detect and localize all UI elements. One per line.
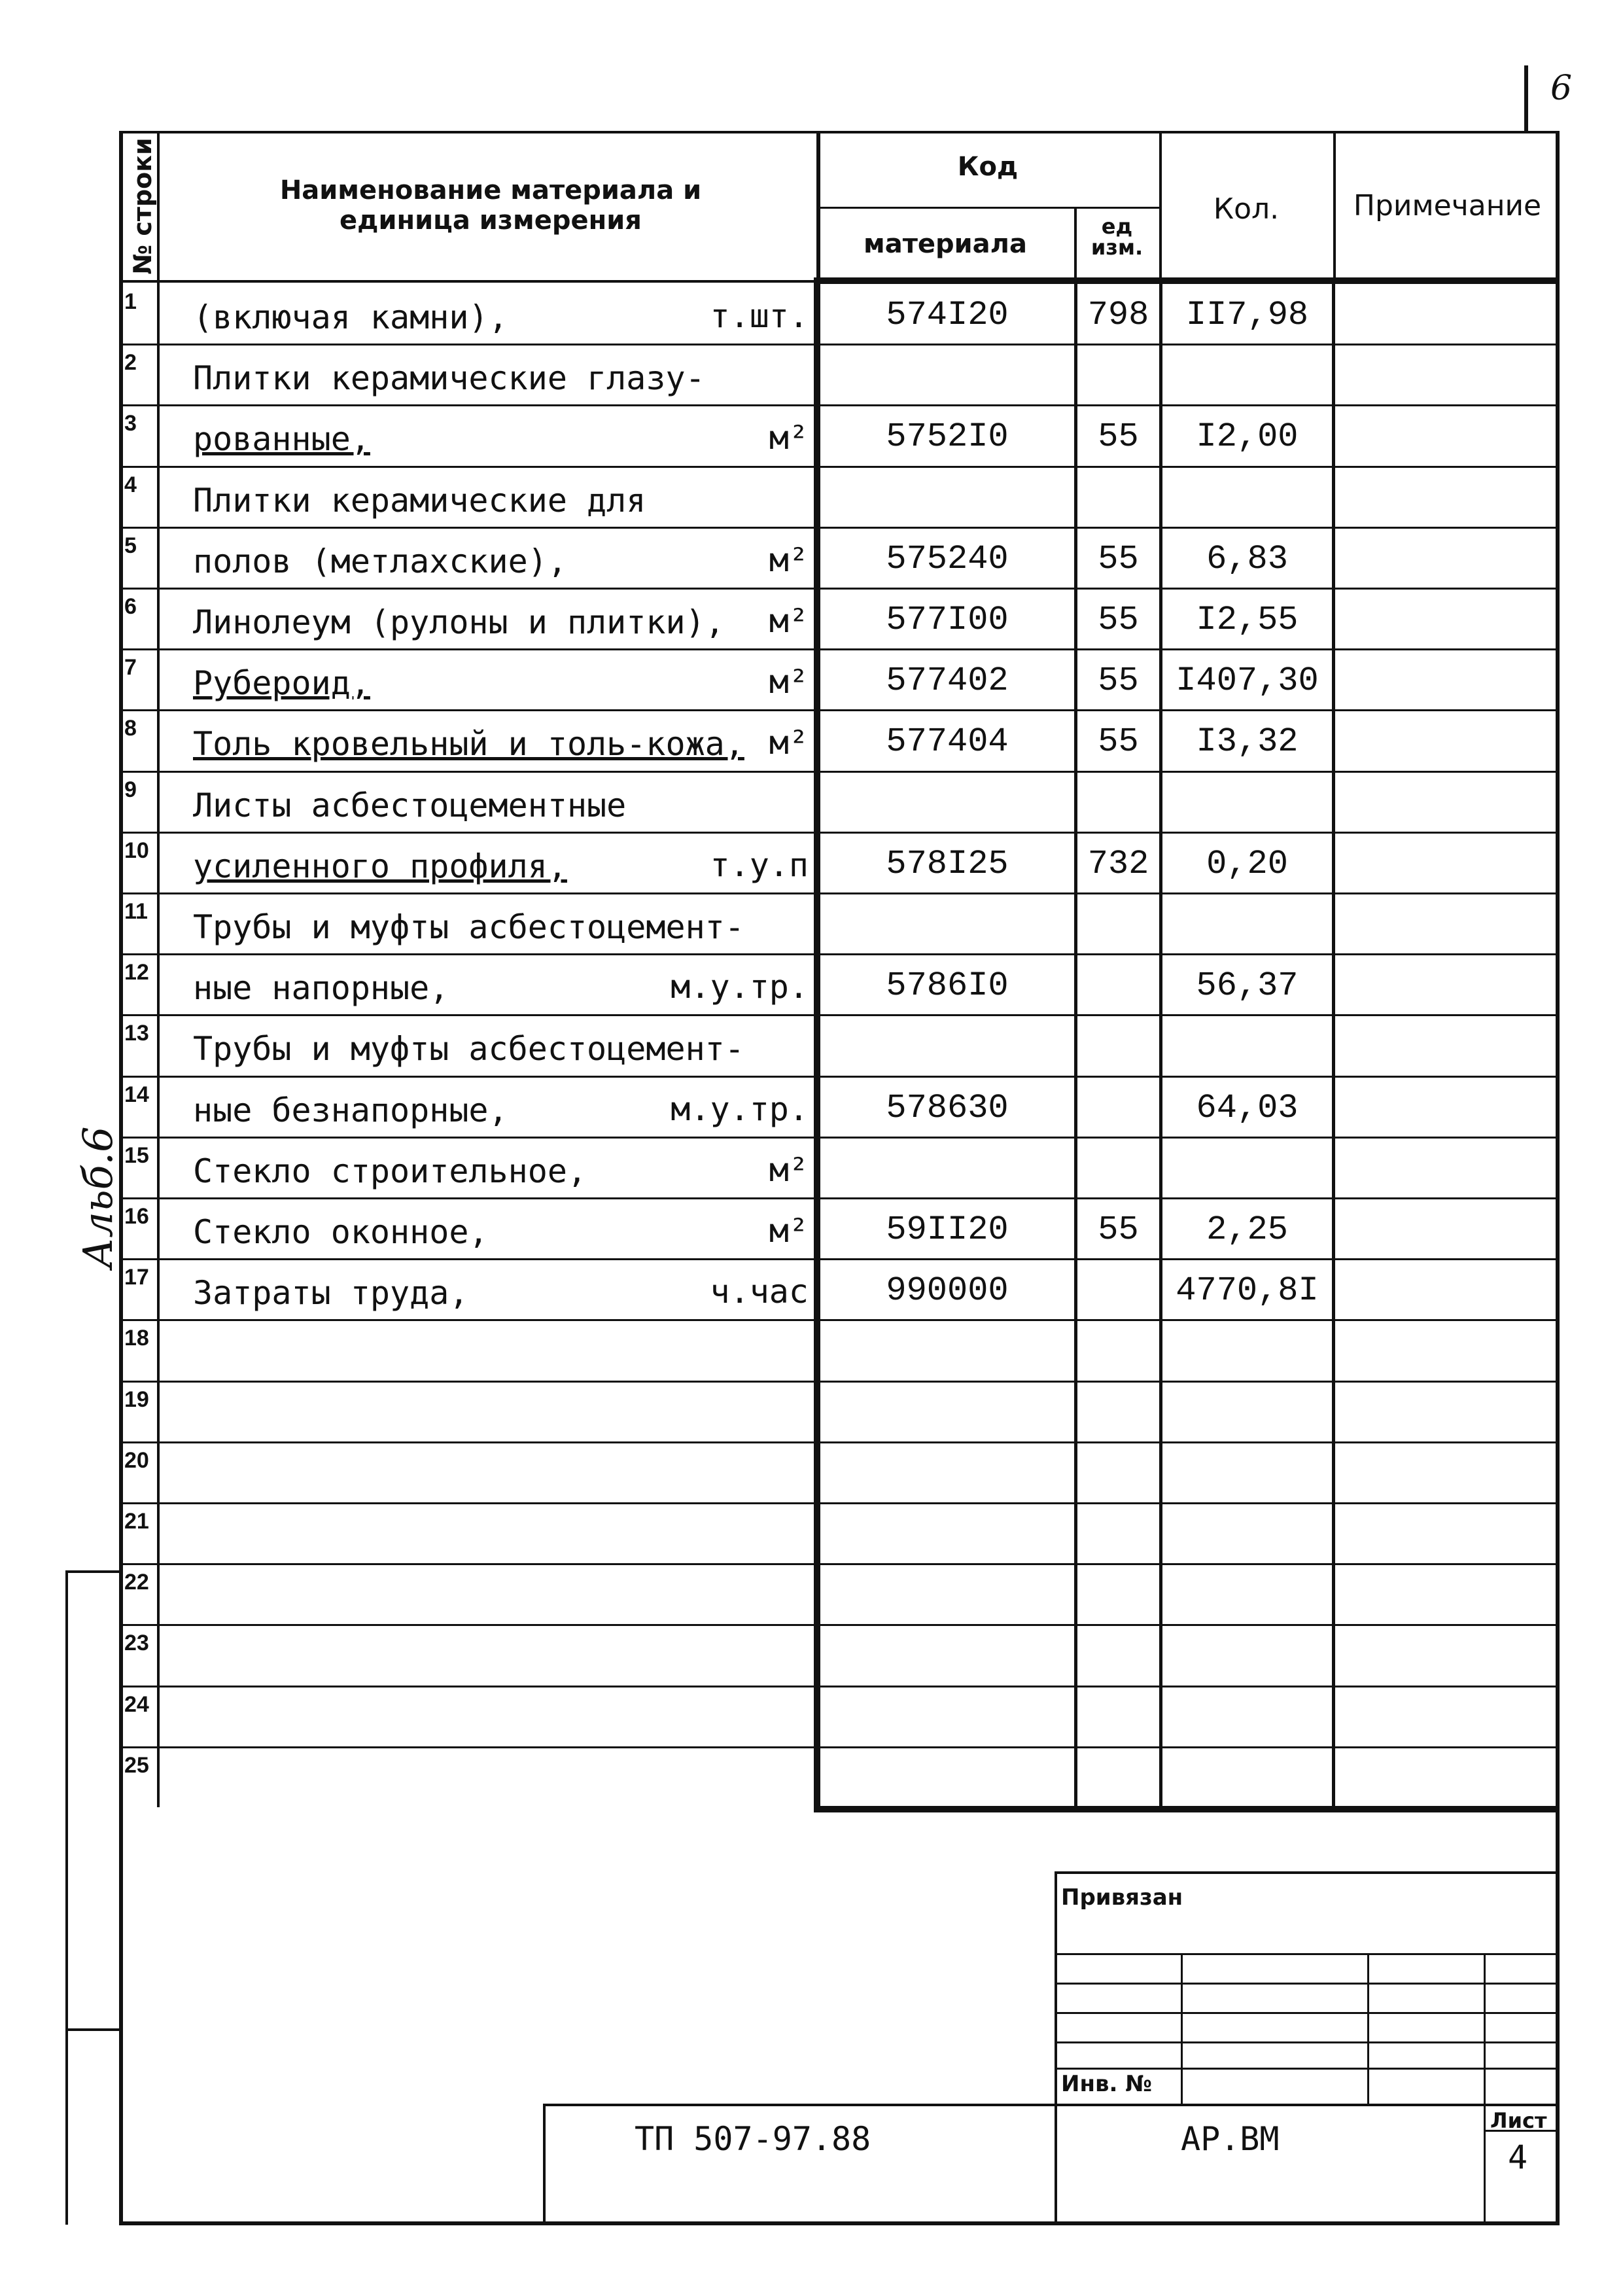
margin-strip xyxy=(65,1570,68,2225)
document-code: ТП 507-97.88 xyxy=(635,2120,871,2158)
header-material-name: Наименование материала и единица измерения xyxy=(279,175,702,236)
material-code: 575240 xyxy=(886,539,1009,578)
quantity: 4770,8I xyxy=(1176,1271,1319,1311)
row-number: 9 xyxy=(124,777,137,802)
row-number: 3 xyxy=(124,411,137,436)
thick-box-top xyxy=(816,277,1560,284)
header-code: Код xyxy=(957,152,1019,182)
material-code: 990000 xyxy=(886,1271,1009,1311)
header-quantity: Кол. xyxy=(1213,192,1280,226)
row-number: 24 xyxy=(124,1691,149,1717)
quantity: 0,20 xyxy=(1206,844,1288,883)
unit-code: 55 xyxy=(1098,417,1139,457)
row-number: 15 xyxy=(124,1142,149,1168)
material-code: 574I20 xyxy=(886,296,1009,334)
quantity: I2,55 xyxy=(1196,601,1299,639)
material-name: ные напорные, xyxy=(193,969,449,1008)
material-code: 59II20 xyxy=(886,1210,1009,1249)
row-rule xyxy=(120,344,1557,345)
frame-top xyxy=(119,131,1558,133)
material-code: 5752I0 xyxy=(886,417,1009,457)
header-note: Примечание xyxy=(1353,189,1542,222)
stamp-col xyxy=(1181,1953,1183,2104)
row-rule xyxy=(120,771,1557,773)
unit-of-measure: м.у.тр. xyxy=(671,968,809,1006)
unit-of-measure: м² xyxy=(769,1150,809,1189)
material-name: (включая камни), xyxy=(193,298,508,336)
unit-of-measure: м² xyxy=(769,602,809,640)
page-number: 6 xyxy=(1550,69,1573,108)
unit-code: 732 xyxy=(1087,844,1149,883)
row-rule xyxy=(120,1746,1557,1748)
header-row-number: № строки xyxy=(128,137,157,275)
stamp-inventory-label: Инв. № xyxy=(1061,2071,1153,2097)
row-number: 25 xyxy=(124,1752,149,1778)
material-name: полов (метлахские), xyxy=(193,542,567,580)
quantity: I407,30 xyxy=(1176,662,1319,701)
stamp-main-left xyxy=(543,2104,546,2225)
row-number: 22 xyxy=(124,1570,149,1595)
material-code: 577I00 xyxy=(886,601,1009,639)
row-rule xyxy=(120,1563,1557,1565)
material-code: 577404 xyxy=(886,722,1009,762)
unit-code: 798 xyxy=(1087,296,1149,334)
unit-of-measure: т.у.п xyxy=(710,845,809,884)
header-code-rule xyxy=(820,207,1161,209)
stamp-col xyxy=(1367,1953,1369,2104)
stamp-left xyxy=(1055,1871,1057,2225)
row-rule xyxy=(120,1624,1557,1626)
thick-box-bottom xyxy=(814,1806,1560,1812)
unit-code: 55 xyxy=(1098,1210,1139,1249)
frame-right xyxy=(1556,131,1560,2225)
material-name: Рубероид, xyxy=(193,664,370,703)
row-number: 7 xyxy=(124,655,137,680)
row-number: 6 xyxy=(124,594,137,619)
quantity: 64,03 xyxy=(1196,1088,1299,1127)
row-number: 11 xyxy=(124,899,148,924)
quantity: I2,00 xyxy=(1196,417,1299,457)
row-number: 8 xyxy=(124,716,137,741)
row-rule xyxy=(120,832,1557,834)
stamp-rule xyxy=(1055,2041,1557,2043)
row-number: 16 xyxy=(124,1204,149,1229)
row-rule xyxy=(120,953,1557,955)
unit-code: 55 xyxy=(1098,601,1139,639)
row-number: 5 xyxy=(124,533,137,558)
unit-of-measure: ч.час xyxy=(710,1273,809,1311)
material-name: рованные, xyxy=(193,420,370,459)
stamp-rule xyxy=(1055,2068,1557,2070)
row-rule xyxy=(120,709,1557,711)
row-number: 20 xyxy=(124,1447,149,1473)
row-number: 13 xyxy=(124,1021,149,1046)
stamp-linked-label: Привязан xyxy=(1061,1884,1183,1911)
unit-code: 55 xyxy=(1098,722,1139,762)
material-name: Плитки керамические глазу- xyxy=(193,359,705,398)
material-name: Затраты труда, xyxy=(193,1274,469,1313)
row-number: 12 xyxy=(124,960,149,985)
row-rule xyxy=(120,588,1557,590)
sheet-number: 4 xyxy=(1508,2138,1528,2176)
stamp-top xyxy=(1055,1871,1557,1874)
unit-of-measure: м² xyxy=(769,540,809,579)
row-number: 10 xyxy=(124,838,149,863)
row-rule xyxy=(120,892,1557,894)
material-code: 5786I0 xyxy=(886,966,1009,1006)
row-number: 2 xyxy=(124,350,137,376)
unit-code: 55 xyxy=(1098,539,1139,578)
material-name: Толь кровельный и толь-кожа, xyxy=(193,725,744,764)
row-rule xyxy=(120,404,1557,406)
row-rule xyxy=(120,1137,1557,1139)
rownum-divider xyxy=(157,131,160,1807)
quantity: 56,37 xyxy=(1196,966,1299,1006)
stamp-main-top xyxy=(543,2104,1557,2106)
quantity: 2,25 xyxy=(1206,1210,1288,1249)
material-name: Плитки керамические для xyxy=(193,481,646,520)
material-name: Трубы и муфты асбестоцемент- xyxy=(193,1030,744,1069)
row-rule xyxy=(120,648,1557,650)
row-rule xyxy=(120,1258,1557,1260)
stamp-rule xyxy=(1055,2012,1557,2014)
material-name: Линолеум (рулоны и плитки), xyxy=(193,603,725,641)
row-rule xyxy=(120,527,1557,529)
unit-of-measure: м² xyxy=(769,419,809,457)
material-name: Стекло строительное, xyxy=(193,1152,587,1190)
quantity: 6,83 xyxy=(1206,539,1288,578)
row-number: 1 xyxy=(124,289,137,314)
sheet-label: Лист xyxy=(1490,2108,1547,2133)
frame-bottom xyxy=(119,2221,1560,2225)
row-rule xyxy=(120,1502,1557,1504)
thick-box-left xyxy=(814,277,820,1810)
unit-of-measure: м² xyxy=(769,1212,809,1250)
row-rule xyxy=(120,1319,1557,1321)
quantity: II7,98 xyxy=(1185,296,1309,334)
document-section: АР.ВМ xyxy=(1181,2120,1280,2158)
stamp-rule xyxy=(1055,1953,1557,1955)
row-rule xyxy=(120,1076,1557,1078)
unit-of-measure: м² xyxy=(769,663,809,701)
material-name: Стекло оконное, xyxy=(193,1213,489,1251)
row-number: 17 xyxy=(124,1265,149,1290)
row-number: 4 xyxy=(124,472,137,497)
corner-marker xyxy=(1524,65,1528,131)
row-number: 23 xyxy=(124,1631,149,1656)
stamp-rule xyxy=(1055,1983,1557,1985)
unit-of-measure: м² xyxy=(769,724,809,762)
row-rule xyxy=(120,1441,1557,1443)
material-code: 577402 xyxy=(886,662,1009,701)
album-note: Альб.6 xyxy=(74,1126,122,1269)
col-unit-divider xyxy=(1074,283,1077,1807)
material-name: Трубы и муфты асбестоцемент- xyxy=(193,908,744,946)
margin-strip-top xyxy=(65,1570,120,1573)
row-rule xyxy=(120,1686,1557,1687)
unit-of-measure: м.у.тр. xyxy=(671,1089,809,1128)
material-name: Листы асбестоцементные xyxy=(193,786,627,824)
unit-code: 55 xyxy=(1098,662,1139,701)
col-qty-divider xyxy=(1159,283,1162,1807)
row-rule xyxy=(120,1014,1557,1016)
row-number: 18 xyxy=(124,1326,149,1351)
header-unit: ед изм. xyxy=(1091,214,1143,260)
material-name: ные безнапорные, xyxy=(193,1091,508,1129)
material-code: 578I25 xyxy=(886,844,1009,883)
row-rule xyxy=(120,1197,1557,1199)
margin-strip-mid xyxy=(65,2028,120,2031)
quantity: I3,32 xyxy=(1196,722,1299,762)
header-material-code: материала xyxy=(864,229,1027,259)
col-note-divider xyxy=(1332,283,1335,1807)
row-rule xyxy=(120,1381,1557,1383)
row-number: 14 xyxy=(124,1082,149,1107)
stamp-col xyxy=(1484,1953,1486,2225)
row-number: 21 xyxy=(124,1509,149,1534)
material-code: 578630 xyxy=(886,1088,1009,1127)
material-name: усиленного профиля, xyxy=(193,847,567,885)
row-number: 19 xyxy=(124,1386,149,1412)
unit-of-measure: т.шт. xyxy=(710,297,809,335)
row-rule xyxy=(120,466,1557,468)
